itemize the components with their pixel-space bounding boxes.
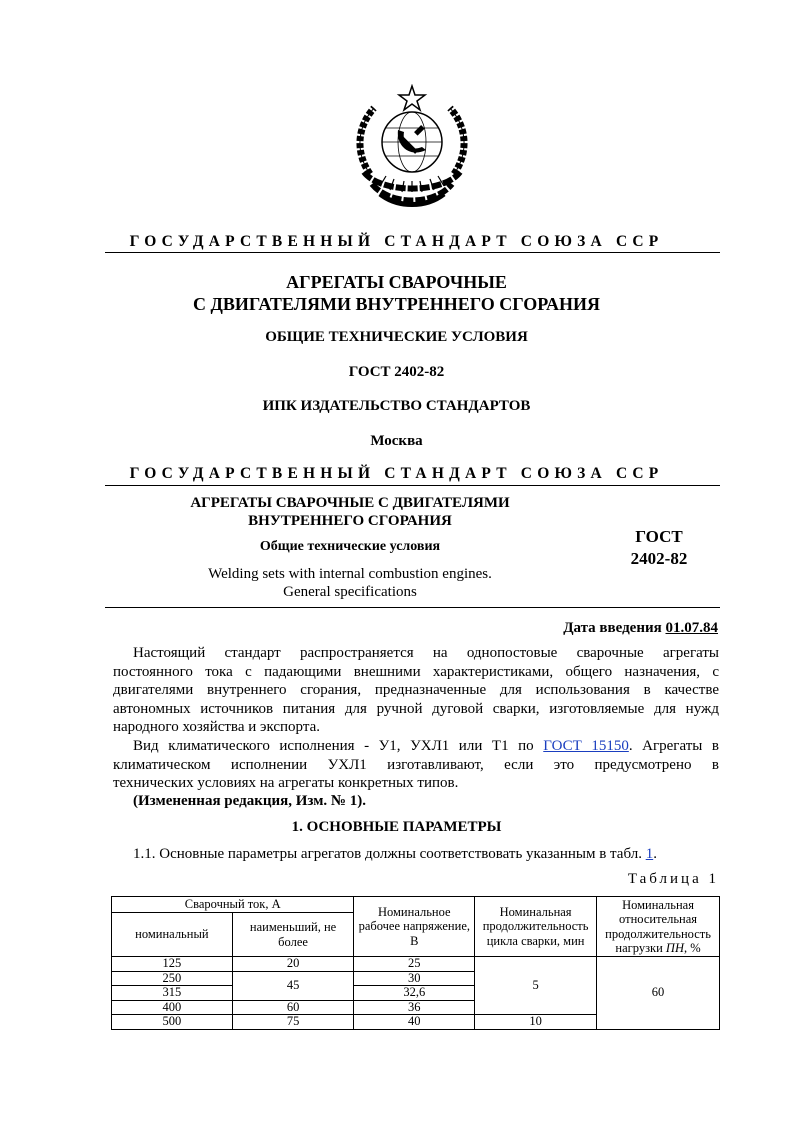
cell-nominal: 315 xyxy=(112,986,233,1001)
section-title: 1. ОСНОВНЫЕ ПАРАМЕТРЫ xyxy=(291,819,502,835)
cell-load: 60 xyxy=(597,957,720,1030)
clause-text: 1.1. Основные параметры агрегатов должны соответствовать указанным в табл. xyxy=(133,846,642,862)
header-load-duration xyxy=(597,897,720,957)
cell-voltage: 30 xyxy=(354,971,475,986)
cell-nominal: 400 xyxy=(112,1000,233,1015)
header-gost-label: ГОСТ xyxy=(635,527,683,546)
header-load-symbol: ПН xyxy=(665,941,684,955)
table-row xyxy=(112,957,720,972)
intro-line: народного хозяйства и экспорта. xyxy=(113,719,320,735)
climate-line: климатическом исполнении УХЛ1 изготавливают, если это предусмотрено в xyxy=(113,756,719,773)
climate-text-after: . Агрегаты в xyxy=(628,738,720,754)
cell-voltage: 36 xyxy=(354,1000,475,1015)
cell-voltage: 40 xyxy=(354,1015,475,1030)
climate-paragraph xyxy=(113,737,719,793)
header-english-line2: General specifications xyxy=(283,584,417,600)
date-label: Дата введения xyxy=(563,620,662,636)
header-nominal-current: номинальный xyxy=(112,913,233,957)
table-1-link[interactable]: 1 xyxy=(645,846,654,862)
cell-nominal: 250 xyxy=(112,971,233,986)
cell-min: 75 xyxy=(232,1015,354,1030)
cell-min: 20 xyxy=(232,957,354,972)
header-gost-number: 2402-82 xyxy=(630,549,688,568)
cell-min: 60 xyxy=(232,1000,354,1015)
climate-line xyxy=(113,737,719,756)
header-subtitle: Общие технические условия xyxy=(259,539,441,554)
table-caption: Таблица 1 xyxy=(627,871,719,887)
date-value: 01.07.84 xyxy=(665,620,718,636)
intro-line: автономных источников питания для ручной дуговой сварки, изготовляемые для нужд xyxy=(113,700,719,717)
gost-15150-link[interactable]: ГОСТ 15150 xyxy=(543,738,629,754)
header-load-unit: , % xyxy=(683,941,701,955)
divider-header xyxy=(105,607,720,608)
revision-note: (Измененная редакция, Изм. № 1). xyxy=(133,793,367,809)
header-title-line1: АГРЕГАТЫ СВАРОЧНЫЕ С ДВИГАТЕЛЯМИ xyxy=(190,495,510,511)
cell-voltage: 25 xyxy=(354,957,475,972)
cell-nominal: 125 xyxy=(112,957,233,972)
gost-number: ГОСТ 2402-82 xyxy=(348,364,445,380)
intro-line: постоянного тока с падающими внешними характеристиками, общего назначения, с xyxy=(113,663,719,680)
cell-voltage: 32,6 xyxy=(354,986,475,1001)
divider-second xyxy=(105,485,720,486)
cell-min: 45 xyxy=(232,971,354,1000)
cell-cycle: 10 xyxy=(475,1015,597,1030)
main-title-line1: АГРЕГАТЫ СВАРОЧНЫЕ xyxy=(286,272,507,292)
intro-paragraph xyxy=(113,644,719,737)
header-gost-code xyxy=(600,526,718,570)
header-min-current: наименьший, не более xyxy=(232,913,354,957)
subtitle: ОБЩИЕ ТЕХНИЧЕСКИЕ УСЛОВИЯ xyxy=(265,329,528,345)
intro-line: двигателями внутреннего сгорания, предназначенные для использования в качестве xyxy=(113,682,719,698)
publisher: ИПК ИЗДАТЕЛЬСТВО СТАНДАРТОВ xyxy=(262,398,531,414)
header-load-text: Номинальная относительная продолжительность нагрузки xyxy=(605,897,711,955)
header-title-line2: ВНУТРЕННЕГО СГОРАНИЯ xyxy=(248,513,452,529)
clause-end: . xyxy=(653,846,657,862)
ussr-state-emblem xyxy=(350,84,474,208)
cell-cycle: 5 xyxy=(475,957,597,1015)
climate-line: технических условиях на агрегаты конкретных типов. xyxy=(113,775,459,791)
banner-top: ГОСУДАРСТВЕННЫЙ СТАНДАРТ СОЮЗА ССР xyxy=(129,233,664,250)
banner-second: ГОСУДАРСТВЕННЫЙ СТАНДАРТ СОЮЗА ССР xyxy=(129,465,664,482)
header-cycle-duration: Номинальная продолжительность цикла сварки, мин xyxy=(475,897,597,957)
introduction-date xyxy=(563,620,718,637)
divider-top xyxy=(105,252,720,253)
header-welding-current: Сварочный ток, А xyxy=(112,897,354,913)
header-rated-voltage: Номинальное рабочее напряжение, В xyxy=(354,897,475,957)
main-title-line2: С ДВИГАТЕЛЯМИ ВНУТРЕННЕГО СГОРАНИЯ xyxy=(193,294,600,314)
city: Москва xyxy=(370,433,423,449)
intro-line: Настоящий стандарт распространяется на однопостовые сварочные агрегаты xyxy=(133,645,719,661)
header-english-line1: Welding sets with internal combustion engines. xyxy=(208,566,492,582)
cell-nominal: 500 xyxy=(112,1015,233,1030)
clause-1-1 xyxy=(133,846,657,863)
parameters-table xyxy=(111,896,720,1030)
climate-text: Вид климатического исполнения - У1, УХЛ1 или Т1 по xyxy=(133,738,534,754)
